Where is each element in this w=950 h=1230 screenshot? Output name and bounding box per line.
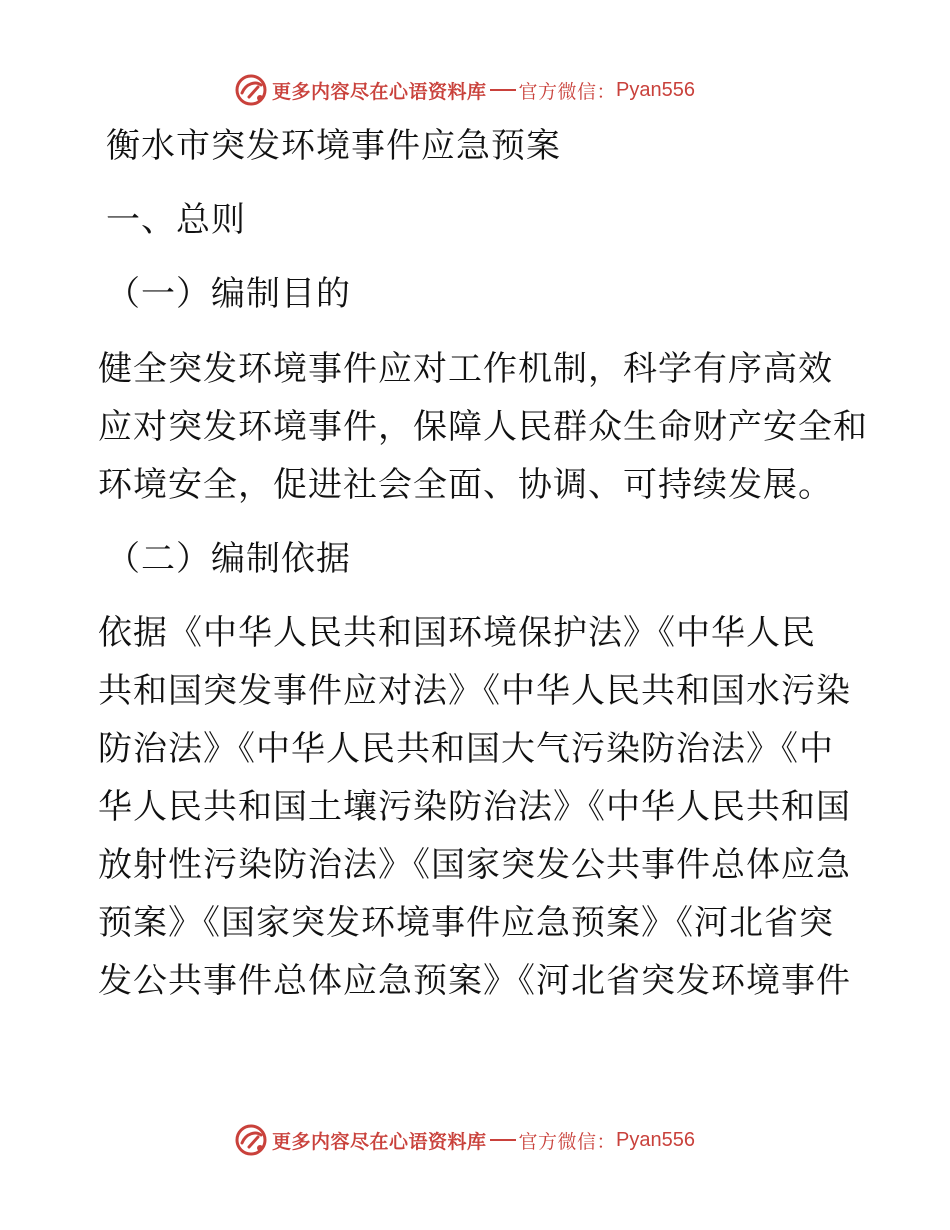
brand-logo-icon: [234, 73, 268, 107]
paragraph-line: 预案》《国家突发环境事件应急预案》《河北省突: [98, 903, 834, 943]
paragraph-line: 共和国突发事件应对法》《中华人民共和国水污染: [98, 671, 851, 711]
banner-wechat-id: Pyan556: [616, 78, 695, 101]
banner-wechat-label: 官方微信：: [518, 1130, 617, 1153]
document-title: 衡水市突发环境事件应急预案: [106, 126, 561, 166]
brand-logo-icon: [234, 1123, 268, 1157]
banner-separator: [490, 89, 516, 91]
header-banner: [234, 72, 695, 108]
paragraph-line: 健全突发环境事件应对工作机制，科学有序高效: [98, 349, 833, 389]
banner-title: 更多内容尽在心语资料库: [272, 1130, 487, 1153]
paragraph-line: 华人民共和国土壤污染防治法》《中华人民共和国: [98, 787, 851, 827]
subsection-heading-purpose: （一）编制目的: [106, 274, 351, 314]
paragraph-line: 放射性污染防治法》《国家突发公共事件总体应急: [98, 845, 851, 885]
paragraph-line: 环境安全，促进社会全面、协调、可持续发展。: [98, 465, 833, 505]
banner-separator: [490, 1139, 516, 1141]
paragraph-line: 依据《中华人民共和国环境保护法》《中华人民: [98, 613, 816, 653]
banner-title: 更多内容尽在心语资料库: [272, 80, 487, 103]
subsection-heading-basis: （二）编制依据: [106, 539, 351, 579]
banner-wechat-id: Pyan556: [616, 1128, 695, 1151]
footer-banner: [234, 1122, 695, 1158]
section-heading-general: 一、总则: [106, 200, 246, 240]
paragraph-line: 发公共事件总体应急预案》《河北省突发环境事件: [98, 961, 851, 1001]
paragraph-line: 防治法》《中华人民共和国大气污染防治法》《中: [98, 729, 834, 769]
banner-wechat-label: 官方微信：: [518, 80, 617, 103]
paragraph-line: 应对突发环境事件，保障人民群众生命财产安全和: [98, 407, 868, 447]
